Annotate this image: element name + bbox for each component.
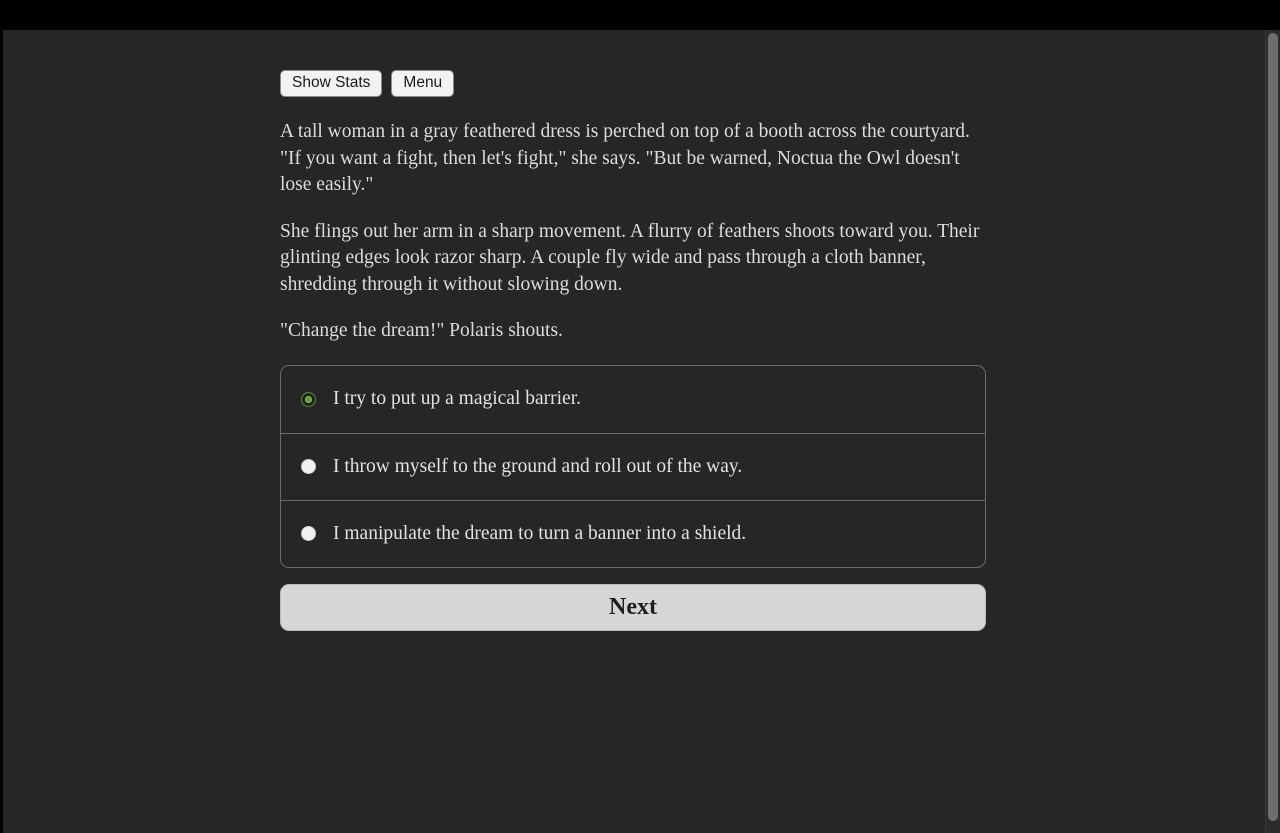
choice-list	[280, 365, 986, 568]
game-content-area	[3, 30, 1265, 833]
show-stats-button[interactable]: Show Stats	[280, 70, 382, 97]
game-controls	[280, 70, 992, 97]
story-text	[280, 119, 992, 345]
story-paragraph: She flings out her arm in a sharp movement. A flurry of feathers shoots toward you. Their glinting edges look razor sharp. A couple fly wide and pass through a cloth banner, shredding through it without slowing down.	[280, 220, 980, 295]
choice-option[interactable]	[281, 366, 985, 433]
story-page	[280, 30, 992, 631]
vertical-scrollbar[interactable]	[1265, 30, 1280, 833]
choice-option[interactable]	[281, 500, 985, 567]
browser-top-bar	[0, 0, 1280, 30]
story-paragraph: A tall woman in a gray feathered dress is perched on top of a booth across the courtyard. "If you want a fight, then let's fight," she says. "But be warned, Noctua the Owl doesn't lose easily."	[280, 121, 970, 195]
next-button[interactable]: Next	[280, 584, 986, 631]
choice-label: I throw myself to the ground and roll out of the way.	[333, 455, 743, 477]
radio-button-icon[interactable]	[301, 392, 316, 407]
menu-button[interactable]: Menu	[391, 70, 454, 97]
story-paragraph: "Change the dream!" Polaris shouts.	[280, 320, 563, 341]
choice-label: I try to put up a magical barrier.	[333, 388, 581, 409]
choice-option[interactable]	[281, 433, 985, 500]
choice-label: I manipulate the dream to turn a banner into a shield.	[333, 522, 747, 544]
scrollbar-thumb[interactable]	[1268, 33, 1278, 821]
radio-button-icon[interactable]	[301, 459, 316, 474]
radio-button-icon[interactable]	[301, 526, 316, 541]
